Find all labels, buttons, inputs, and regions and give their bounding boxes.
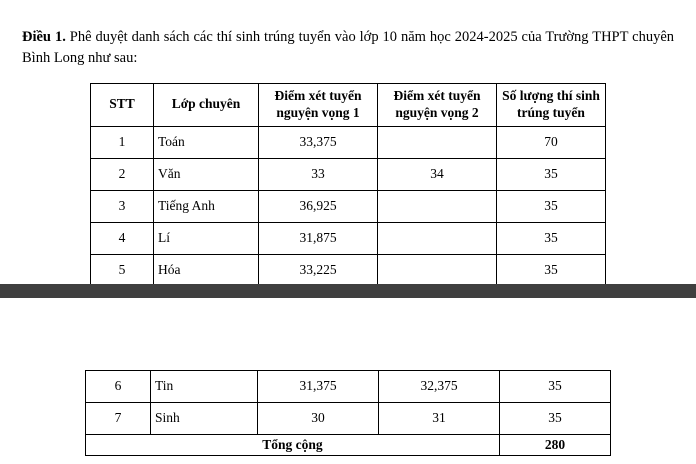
table-header-row xyxy=(91,84,606,127)
cell-nv1: 31,875 xyxy=(259,222,378,254)
page-break-band xyxy=(0,284,696,298)
cell-so-luong: 70 xyxy=(497,126,606,158)
cell-nv2 xyxy=(378,222,497,254)
cell-so-luong: 35 xyxy=(500,370,611,402)
table-row xyxy=(91,222,606,254)
cell-so-luong: 35 xyxy=(497,158,606,190)
cell-nv2: 32,375 xyxy=(379,370,500,402)
cell-lop: Văn xyxy=(154,158,259,190)
cell-nv1: 33,375 xyxy=(259,126,378,158)
cell-lop: Tiếng Anh xyxy=(154,190,259,222)
header-lop-chuyen: Lớp chuyên xyxy=(154,84,259,127)
header-diem-nv1: Điểm xét tuyển nguyện vọng 1 xyxy=(259,84,378,127)
admission-table-bottom-wrap xyxy=(0,370,696,456)
admission-table-top-wrap xyxy=(0,83,696,287)
table-row xyxy=(91,254,606,286)
intro-paragraph xyxy=(0,15,696,69)
document-page xyxy=(0,15,696,464)
cell-nv1: 30 xyxy=(258,402,379,434)
cell-lop: Toán xyxy=(154,126,259,158)
table-row xyxy=(91,126,606,158)
cell-stt: 2 xyxy=(91,158,154,190)
cell-stt: 3 xyxy=(91,190,154,222)
cell-stt: 6 xyxy=(86,370,151,402)
article-label: Điều 1. xyxy=(22,28,66,45)
cell-stt: 7 xyxy=(86,402,151,434)
cell-lop: Lí xyxy=(154,222,259,254)
cell-lop: Tin xyxy=(151,370,258,402)
cell-so-luong: 35 xyxy=(497,190,606,222)
cell-so-luong: 35 xyxy=(497,222,606,254)
admission-table-top xyxy=(90,83,606,287)
cell-lop: Sinh xyxy=(151,402,258,434)
cell-stt: 5 xyxy=(91,254,154,286)
table-body-top xyxy=(91,126,606,286)
cell-stt: 4 xyxy=(91,222,154,254)
page-gap xyxy=(0,287,696,361)
cell-nv2: 31 xyxy=(379,402,500,434)
cell-nv2 xyxy=(378,190,497,222)
header-so-luong: Số lượng thí sinh trúng tuyển xyxy=(497,84,606,127)
header-diem-nv2: Điểm xét tuyển nguyện vọng 2 xyxy=(378,84,497,127)
table-body-bottom xyxy=(86,370,611,455)
cell-nv1: 36,925 xyxy=(259,190,378,222)
table-row xyxy=(91,158,606,190)
table-row xyxy=(86,370,611,402)
cell-nv2: 34 xyxy=(378,158,497,190)
table-row xyxy=(91,190,606,222)
cell-nv1: 33 xyxy=(259,158,378,190)
header-stt: STT xyxy=(91,84,154,127)
cell-so-luong: 35 xyxy=(500,402,611,434)
cell-stt: 1 xyxy=(91,126,154,158)
cell-lop: Hóa xyxy=(154,254,259,286)
cell-nv1: 31,375 xyxy=(258,370,379,402)
total-value: 280 xyxy=(500,434,611,455)
cell-nv2 xyxy=(378,126,497,158)
cell-so-luong: 35 xyxy=(497,254,606,286)
cell-nv1: 33,225 xyxy=(259,254,378,286)
cell-nv2 xyxy=(378,254,497,286)
total-label: Tổng cộng xyxy=(86,434,500,455)
admission-table-bottom xyxy=(85,370,611,456)
table-total-row xyxy=(86,434,611,455)
table-header xyxy=(91,84,606,127)
intro-text: Phê duyệt danh sách các thí sinh trúng tuyển vào lớp 10 năm học 2024-2025 của Trường THPT chuyên Bình Long như sau: xyxy=(22,28,675,66)
table-row xyxy=(86,402,611,434)
